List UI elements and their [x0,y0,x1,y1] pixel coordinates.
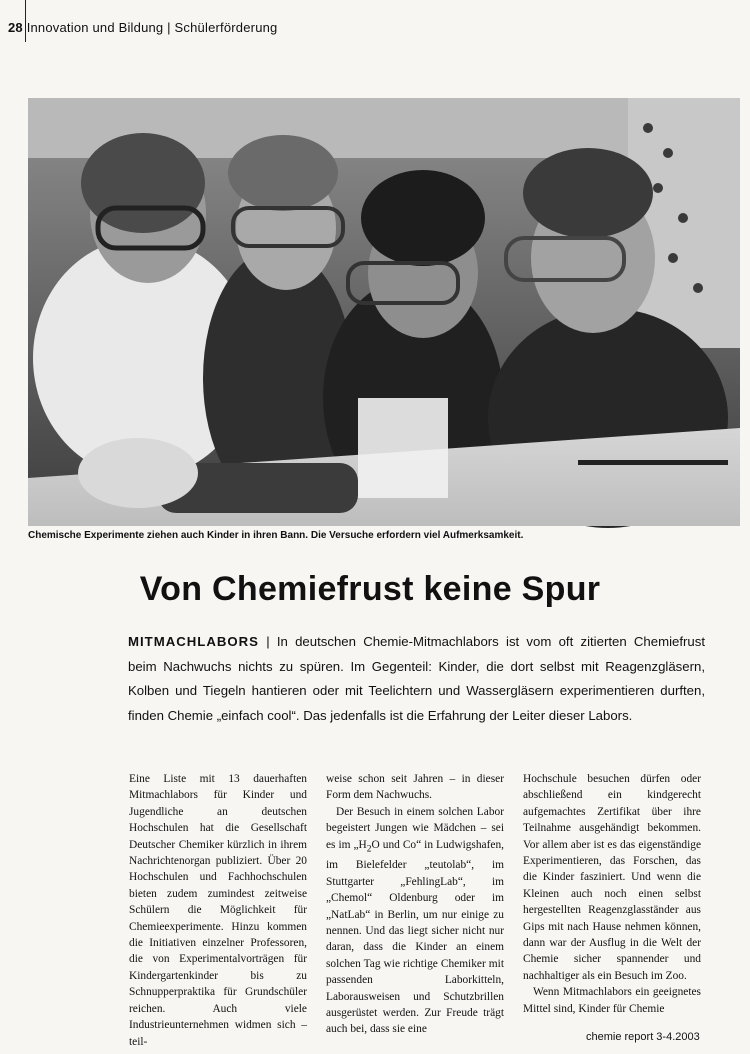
paragraph: weise schon seit Jahren – in dieser Form dem Nachwuchs. [326,773,504,802]
text-column-3 [523,771,701,1015]
page-number: 28 [8,20,23,35]
running-header [8,20,278,35]
paragraph: Hochschule besuchen dürfen oder abschließend ein kindgerecht aufgemachtes Zertifikat über ihre Teilnahme ausgehändigt bekommen. Vor allem aber ist es das eigenständige Experimentieren, das Forschen, das die Kinder fasziniert. Und wenn die Kleinen auch noch einen selbst hergestellten Reagenzglasständer aus Gips mit nach Hause nehmen können, dann war der Ausflug in die Welt der Chemie sicher spannender und nachhaltiger als ein Besuch im Zoo. [523,773,701,982]
article-kicker: MITMACHLABORS [128,634,259,649]
section-title: Innovation und Bildung | Schülerförderung [26,20,278,35]
article-headline: Von Chemiefrust keine Spur [139,570,601,608]
paragraph [326,804,504,1038]
photo-caption: Chemische Experimente ziehen auch Kinder in ihren Bann. Die Versuche erfordern viel Aufmerksamkeit. [28,530,524,541]
text-column-1 [129,771,307,1048]
paragraph: Eine Liste mit 13 dauerhaften Mitmachlabors für Kinder und Jugendliche an deutschen Hochschulen hat die Gesellschaft Deutscher Chemiker kürzlich in ihrem Nachrichtenorgan publiziert. Über 20 Hochschulen und Fachhochschulen bieten zudem zumindest zeitweise Schülern die Möglichkeit für Chemieexperimente. Hinzu kommen die Initiativen einzelner Professoren, die von Experimentalvorträgen für Kindergartenkinder bis zu Schnupperpraktika für Grundschüler reichen. Auch viele Industrieunternehmen widmen sich – teil- [129,773,307,1048]
paragraph: Wenn Mitmachlabors ein geeignetes Mittel sind, Kinder für Chemie [523,986,701,1015]
paragraph-part: O und Co“ in Ludwigshafen, im Bielefelder „teutolab“, im Stuttgarter „FehlingLab“, im „Chemol“ Oldenburg oder im „NatLab“ in Berlin, um nur einige zu nennen. Und das liegt sicher nicht nur daran, dass die Kinder an einem solchen Tag wie richtige Chemiker mit passenden Laborkitteln, Laborausweisen und Schutzbrillen ausgerüstet werden. Zur Freude trägt auch bei, dass sie eine [326,838,505,1036]
children-lab-photo [28,98,740,526]
paragraph-part: Der Besuch in einem solchen Labor begeistert Jungen wie Mädchen – sei es im „H [326,805,504,851]
article-intro: MITMACHLABORS | In deutschen Chemie-Mitmachlabors ist vom oft zitierten Chemiefrust beim Nachwuchs nichts zu spüren. Im Gegenteil: Kinder, die dort selbst mit Reagenzgläsern, Kolben und Tiegeln hantieren oder mit Teelichtern und Wassergläsern experimentieren durften, finden Chemie „einfach cool“. Das jedenfalls ist die Erfahrung der Leiter dieser Labors. [128,634,705,723]
issue-footer: chemie report 3-4.2003 [586,1031,700,1043]
intro-text: In deutschen Chemie-Mitmachlabors ist vom oft zitierten Chemiefrust beim Nachwuchs nichts zu spüren. Im Gegenteil: Kinder, die dort selbst mit Reagenzgläsern, Kolben und Tiegeln hantieren oder mit Teelichtern und Wassergläsern experimentieren durften, finden Chemie „einfach cool“. Das jedenfalls ist die Erfahrung der Leiter dieser Labors. [128,634,705,723]
text-column-2 [326,771,505,1036]
subscript: 2 [366,843,372,854]
article-photo [28,98,740,526]
